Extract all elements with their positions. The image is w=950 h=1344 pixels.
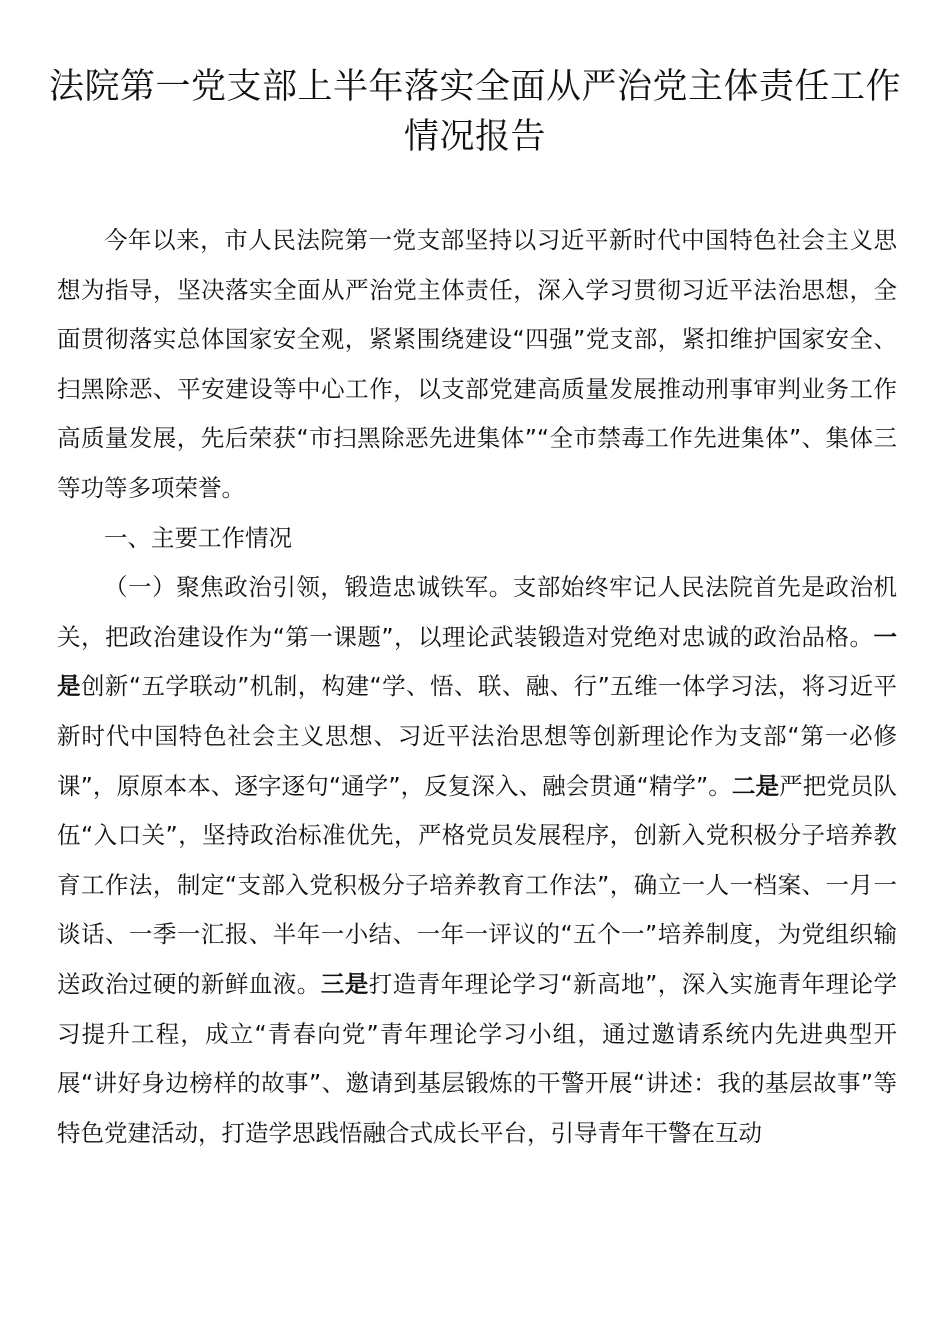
subsection-lead: （一）聚焦政治引领，锻造忠诚铁军。支部始终牢记人民法院首先是政治机关，把政治建设作为“第一课题”，以理论武装锻造对党绝对忠诚的政治品格。 — [57, 573, 897, 651]
point-label-3: 三是 — [320, 969, 369, 998]
point-label-2: 二是 — [731, 771, 780, 800]
document-title: 法院第一党支部上半年落实全面从严治党主体责任工作情况报告 — [48, 67, 901, 157]
point-text-2: 严把党员队伍“入口关”，坚持政治标准优先，严格党员发展程序，创新入党积极分子培养教育工作法，制定“支部入党积极分子培养教育工作法”，确立一人一档案、一月一谈话、一季一汇报、半年一小结、一年一评议的“五个一”培养制度，为党组织输送政治过硬的新鲜血液。 — [57, 771, 898, 998]
document-body — [57, 216, 897, 1158]
point-text-3: 打造青年理论学习“新高地”，深入实施青年理论学习提升工程，成立“青春向党”青年理论学习小组，通过邀请系统内先进典型开展“讲好身边榜样的故事”、邀请到基层锻炼的干警开展“讲述：我的基层故事”等特色党建活动，打造学思践悟融合式成长平台，引导青年干警在互动 — [57, 969, 897, 1147]
point-text-1: 创新“五学联动”机制，构建“学、悟、联、融、行”五维一体学习法，将习近平新时代中国特色社会主义思想、习近平法治思想等创新理论作为支部“第一必修课”，原原本本、逐字逐句“通学”，反复深入、融会贯通“精学”。 — [57, 672, 898, 800]
subsection-paragraph — [57, 563, 897, 1158]
section-heading: 一、主要工作情况 — [104, 523, 292, 552]
intro-paragraph: 今年以来，市人民法院第一党支部坚持以习近平新时代中国特色社会主义思想为指导，坚决落实全面从严治党主体责任，深入学习贯彻习近平法治思想，全面贯彻落实总体国家安全观，紧紧围绕建设“四强”党支部，紧扣维护国家安全、扫黑除恶、平安建设等中心工作，以支部党建高质量发展推动刑事审判业务工作高质量发展，先后荣获“市扫黑除恶先进集体”“全市禁毒工作先进集体”、集体三等功等多项荣誉。 — [57, 226, 897, 502]
point-label-1: 一是 — [57, 622, 897, 701]
